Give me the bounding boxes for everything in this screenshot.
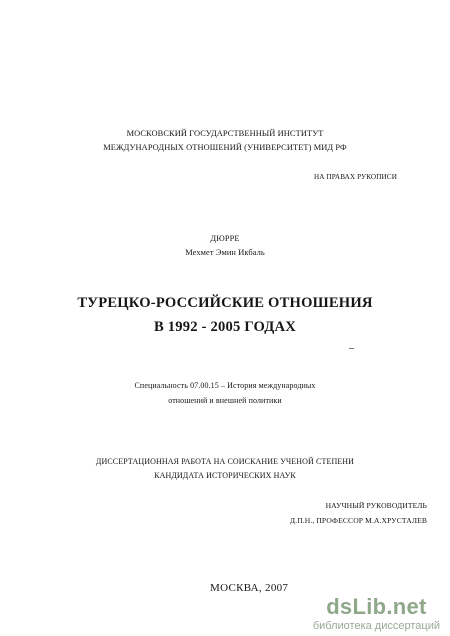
author-given-names: Мехмет Эмин Икбаль bbox=[185, 248, 265, 257]
scan-speck bbox=[349, 348, 354, 349]
city-year: МОСКВА, 2007 bbox=[210, 582, 289, 594]
rights-note: НА ПРАВАХ РУКОПИСИ bbox=[313, 173, 397, 181]
watermark-subtitle: библиотека диссертаций bbox=[312, 620, 440, 632]
specialty-line-1: Специальность 07.00.15 – История международных bbox=[134, 381, 316, 390]
specialty-line-2: отношений и внешней политики bbox=[168, 396, 282, 405]
institution-line-2: МЕЖДУНАРОДНЫХ ОТНОШЕНИЙ (УНИВЕРСИТЕТ) МИД РФ bbox=[103, 143, 347, 152]
author-surname: ДЮРРЕ bbox=[210, 234, 240, 243]
dissertation-title-line-1: ТУРЕЦКО-РОССИЙСКИЕ ОТНОШЕНИЯ bbox=[77, 295, 373, 311]
site-watermark bbox=[313, 596, 440, 633]
institution-line-1: МОСКОВСКИЙ ГОСУДАРСТВЕННЫЙ ИНСТИТУТ bbox=[126, 129, 324, 138]
supervisor-label: НАУЧНЫЙ РУКОВОДИТЕЛЬ bbox=[325, 501, 427, 510]
watermark-logo: dsLib.net bbox=[326, 594, 427, 619]
degree-line-2: КАНДИДАТА ИСТОРИЧЕСКИХ НАУК bbox=[154, 471, 296, 480]
dissertation-title-line-2: В 1992 - 2005 ГОДАХ bbox=[153, 319, 297, 335]
degree-line-1: ДИССЕРТАЦИОННАЯ РАБОТА НА СОИСКАНИЕ УЧЕНОЙ СТЕПЕНИ bbox=[95, 457, 355, 466]
supervisor-name: Д.П.Н., ПРОФЕССОР М.А.ХРУСТАЛЕВ bbox=[289, 516, 427, 525]
